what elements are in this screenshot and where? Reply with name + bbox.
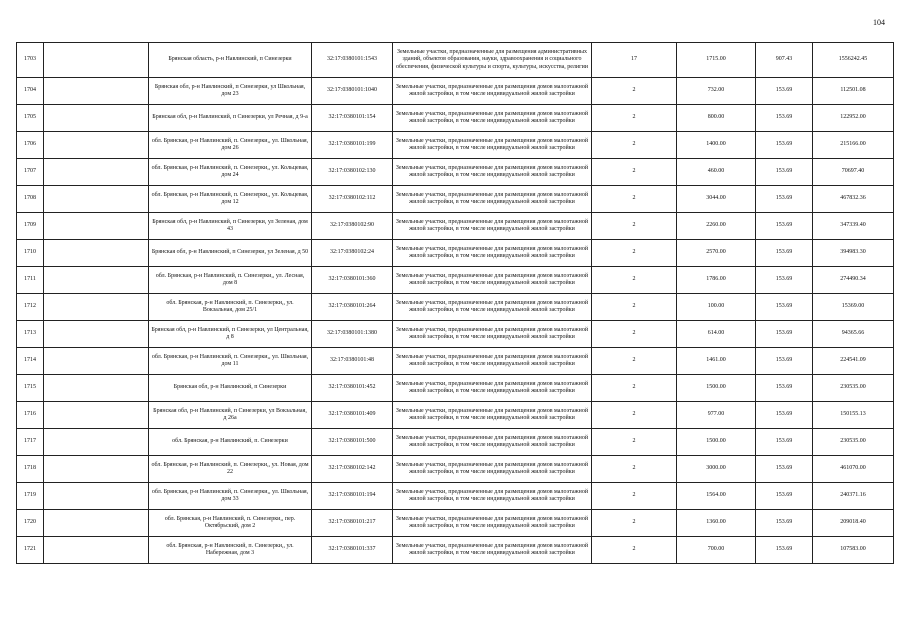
area-cell: 1400.00 [677,132,756,159]
category-cell: 2 [592,537,677,564]
category-cell: 2 [592,105,677,132]
cadastral-number-cell: 32:17:0380101:48 [312,348,393,375]
empty-cell [44,456,149,483]
category-cell: 17 [592,43,677,78]
cadastral-number-cell: 32:17:0380101:360 [312,267,393,294]
empty-cell [44,483,149,510]
page-number: 104 [873,18,885,27]
area-cell: 732.00 [677,78,756,105]
land-use-cell: Земельные участки, предназначенные для размещения домов малоэтажной жилой застройки, в том числе индивидуальной жилой застройки [393,348,592,375]
cadastral-value-cell: 1556242.45 [813,43,894,78]
cadastral-value-cell: 224541.09 [813,348,894,375]
empty-cell [44,402,149,429]
specific-value-cell: 153.69 [756,321,813,348]
address-cell: обл. Брянская, р-н Навлинский, п. Синезерки,, ул. Кольцевая, дом 12 [149,186,312,213]
row-number: 1719 [17,483,44,510]
cadastral-value-cell: 70697.40 [813,159,894,186]
cadastral-value-cell: 394983.30 [813,240,894,267]
row-number: 1716 [17,402,44,429]
empty-cell [44,321,149,348]
empty-cell [44,159,149,186]
area-cell: 2570.00 [677,240,756,267]
category-cell: 2 [592,78,677,105]
specific-value-cell: 153.69 [756,240,813,267]
table-row [17,213,894,240]
empty-cell [44,429,149,456]
cadastral-number-cell: 32:17:0380102:24 [312,240,393,267]
address-cell: Брянская обл, р-н Навлинский, п Синезерки, ул Школьная, дом 23 [149,78,312,105]
address-cell: обл. Брянская, р-н Навлинский, п. Синезерки,, ул. Новая, дом 22 [149,456,312,483]
area-cell: 1461.00 [677,348,756,375]
row-number: 1712 [17,294,44,321]
table-row [17,483,894,510]
cadastral-value-cell: 467832.36 [813,186,894,213]
address-cell: Брянская обл, р-н Навлинский, п Синезерки, ул Речная, д 9-а [149,105,312,132]
row-number: 1714 [17,348,44,375]
area-cell: 800.00 [677,105,756,132]
address-cell: обл. Брянская, р-н Навлинский, п. Синезерки [149,429,312,456]
table-row [17,159,894,186]
specific-value-cell: 907.43 [756,43,813,78]
empty-cell [44,186,149,213]
land-use-cell: Земельные участки, предназначенные для размещения домов малоэтажной жилой застройки, в том числе индивидуальной жилой застройки [393,105,592,132]
area-cell: 3000.00 [677,456,756,483]
cadastral-number-cell: 32:17:0380101:1040 [312,78,393,105]
area-cell: 100.00 [677,294,756,321]
cadastral-number-cell: 32:17:0380101:409 [312,402,393,429]
empty-cell [44,78,149,105]
category-cell: 2 [592,402,677,429]
specific-value-cell: 153.69 [756,159,813,186]
cadastral-value-cell: 215166.00 [813,132,894,159]
cadastral-value-cell: 107583.00 [813,537,894,564]
land-use-cell: Земельные участки, предназначенные для размещения домов малоэтажной жилой застройки, в том числе индивидуальной жилой застройки [393,429,592,456]
land-use-cell: Земельные участки, предназначенные для размещения домов малоэтажной жилой застройки, в том числе индивидуальной жилой застройки [393,267,592,294]
empty-cell [44,240,149,267]
specific-value-cell: 153.69 [756,348,813,375]
cadastral-value-cell: 122952.00 [813,105,894,132]
land-use-cell: Земельные участки, предназначенные для размещения домов малоэтажной жилой застройки, в том числе индивидуальной жилой застройки [393,402,592,429]
empty-cell [44,294,149,321]
category-cell: 2 [592,510,677,537]
cadastral-value-cell: 15369.00 [813,294,894,321]
cadastral-number-cell: 32:17:0380102:142 [312,456,393,483]
cadastral-number-cell: 32:17:0380101:500 [312,429,393,456]
empty-cell [44,105,149,132]
specific-value-cell: 153.69 [756,537,813,564]
area-cell: 1564.00 [677,483,756,510]
address-cell: обл. Брянская, р-н Навлинский, п. Синезерки,, ул. Лесная, дом 8 [149,267,312,294]
cadastral-number-cell: 32:17:0380102:90 [312,213,393,240]
address-cell: обл. Брянская, р-н Навлинский, п. Синезерки,, ул. Школьная, дом 11 [149,348,312,375]
empty-cell [44,267,149,294]
area-cell: 1715.00 [677,43,756,78]
specific-value-cell: 153.69 [756,132,813,159]
table-row [17,78,894,105]
empty-cell [44,537,149,564]
cadastral-value-cell: 274490.34 [813,267,894,294]
area-cell: 977.00 [677,402,756,429]
cadastral-value-cell: 230535.00 [813,375,894,402]
cadastral-number-cell: 32:17:0380101:217 [312,510,393,537]
area-cell: 700.00 [677,537,756,564]
specific-value-cell: 153.69 [756,510,813,537]
land-use-cell: Земельные участки, предназначенные для размещения домов малоэтажной жилой застройки, в том числе индивидуальной жилой застройки [393,294,592,321]
table-row [17,105,894,132]
row-number: 1703 [17,43,44,78]
specific-value-cell: 153.69 [756,375,813,402]
land-use-cell: Земельные участки, предназначенные для размещения домов малоэтажной жилой застройки, в том числе индивидуальной жилой застройки [393,240,592,267]
specific-value-cell: 153.69 [756,429,813,456]
area-cell: 614.00 [677,321,756,348]
area-cell: 460.00 [677,159,756,186]
specific-value-cell: 153.69 [756,483,813,510]
category-cell: 2 [592,294,677,321]
table-row [17,267,894,294]
empty-cell [44,348,149,375]
land-use-cell: Земельные участки, предназначенные для размещения домов малоэтажной жилой застройки, в том числе индивидуальной жилой застройки [393,510,592,537]
cadastral-value-table [16,42,894,564]
cadastral-number-cell: 32:17:0380101:264 [312,294,393,321]
row-number: 1713 [17,321,44,348]
table-row [17,348,894,375]
land-use-cell: Земельные участки, предназначенные для размещения домов малоэтажной жилой застройки, в том числе индивидуальной жилой застройки [393,321,592,348]
table-row [17,402,894,429]
table-body [17,43,894,564]
area-cell: 2260.00 [677,213,756,240]
table-row [17,375,894,402]
land-use-cell: Земельные участки, предназначенные для размещения домов малоэтажной жилой застройки, в том числе индивидуальной жилой застройки [393,78,592,105]
land-use-cell: Земельные участки, предназначенные для размещения административных зданий, объектов образования, науки, здравоохранения и социального обеспечения, физической культуры и спорта, культуры, искусства, религии [393,43,592,78]
cadastral-number-cell: 32:17:0380101:199 [312,132,393,159]
category-cell: 2 [592,429,677,456]
cadastral-value-cell: 150155.13 [813,402,894,429]
cadastral-number-cell: 32:17:0380101:194 [312,483,393,510]
address-cell: Брянская обл, р-н Навлинский, п Синезерки, ул Зеленая, д 50 [149,240,312,267]
cadastral-number-cell: 32:17:0380101:337 [312,537,393,564]
row-number: 1717 [17,429,44,456]
table-row [17,186,894,213]
row-number: 1721 [17,537,44,564]
address-cell: Брянская обл, р-н Навлинский, п Синезерки, ул Центральная, д 8 [149,321,312,348]
area-cell: 1786.00 [677,267,756,294]
cadastral-value-cell: 112501.08 [813,78,894,105]
row-number: 1708 [17,186,44,213]
row-number: 1705 [17,105,44,132]
address-cell: обл. Брянская, р-н Навлинский, п. Синезерки,, ул. Набережная, дом 3 [149,537,312,564]
area-cell: 1500.00 [677,375,756,402]
address-cell: Брянская обл, р-н Навлинский, п Синезерки [149,375,312,402]
category-cell: 2 [592,483,677,510]
specific-value-cell: 153.69 [756,78,813,105]
empty-cell [44,510,149,537]
cadastral-value-cell: 230535.00 [813,429,894,456]
row-number: 1715 [17,375,44,402]
cadastral-value-cell: 240371.16 [813,483,894,510]
empty-cell [44,43,149,78]
cadastral-value-cell: 209018.40 [813,510,894,537]
row-number: 1711 [17,267,44,294]
cadastral-number-cell: 32:17:0380102:130 [312,159,393,186]
category-cell: 2 [592,159,677,186]
specific-value-cell: 153.69 [756,267,813,294]
table-row [17,510,894,537]
cadastral-number-cell: 32:17:0380101:154 [312,105,393,132]
land-use-cell: Земельные участки, предназначенные для размещения домов малоэтажной жилой застройки, в том числе индивидуальной жилой застройки [393,537,592,564]
land-use-cell: Земельные участки, предназначенные для размещения домов малоэтажной жилой застройки, в том числе индивидуальной жилой застройки [393,375,592,402]
area-cell: 1500.00 [677,429,756,456]
cadastral-value-cell: 94365.66 [813,321,894,348]
category-cell: 2 [592,375,677,402]
address-cell: обл. Брянская, р-н Навлинский, п. Синезерки,, ул. Школьная, дом 33 [149,483,312,510]
table-row [17,429,894,456]
land-use-cell: Земельные участки, предназначенные для размещения домов малоэтажной жилой застройки, в том числе индивидуальной жилой застройки [393,456,592,483]
address-cell: обл. Брянская, р-н Навлинский, п. Синезерки,, ул. Кольцевая, дом 24 [149,159,312,186]
cadastral-number-cell: 32:17:0380102:112 [312,186,393,213]
table-row [17,321,894,348]
land-use-cell: Земельные участки, предназначенные для размещения домов малоэтажной жилой застройки, в том числе индивидуальной жилой застройки [393,186,592,213]
address-cell: Брянская обл, р-н Навлинский, п Синезерки, ул Зеленая, дом 43 [149,213,312,240]
category-cell: 2 [592,186,677,213]
cadastral-value-cell: 461070.00 [813,456,894,483]
row-number: 1720 [17,510,44,537]
address-cell: обл. Брянская, р-н Навлинский, п. Синезерки,, ул. Школьная, дом 26 [149,132,312,159]
row-number: 1706 [17,132,44,159]
specific-value-cell: 153.69 [756,456,813,483]
address-cell: обл. Брянская, р-н Навлинский, п. Синезерки,, пер. Октябрьский, дом 2 [149,510,312,537]
empty-cell [44,213,149,240]
empty-cell [44,132,149,159]
row-number: 1710 [17,240,44,267]
table-row [17,537,894,564]
empty-cell [44,375,149,402]
specific-value-cell: 153.69 [756,105,813,132]
table-row [17,43,894,78]
cadastral-number-cell: 32:17:0380101:1543 [312,43,393,78]
specific-value-cell: 153.69 [756,402,813,429]
land-use-cell: Земельные участки, предназначенные для размещения домов малоэтажной жилой застройки, в том числе индивидуальной жилой застройки [393,159,592,186]
row-number: 1718 [17,456,44,483]
specific-value-cell: 153.69 [756,213,813,240]
category-cell: 2 [592,132,677,159]
category-cell: 2 [592,456,677,483]
table-row [17,456,894,483]
cadastral-value-cell: 347339.40 [813,213,894,240]
table-row [17,294,894,321]
address-cell: обл. Брянская, р-н Навлинский, п. Синезерки,, ул. Вокзальная, дом 25/1 [149,294,312,321]
area-cell: 3044.00 [677,186,756,213]
specific-value-cell: 153.69 [756,186,813,213]
row-number: 1704 [17,78,44,105]
table-row [17,132,894,159]
land-use-cell: Земельные участки, предназначенные для размещения домов малоэтажной жилой застройки, в том числе индивидуальной жилой застройки [393,132,592,159]
category-cell: 2 [592,348,677,375]
category-cell: 2 [592,267,677,294]
cadastral-number-cell: 32:17:0380101:1380 [312,321,393,348]
row-number: 1709 [17,213,44,240]
table-row [17,240,894,267]
category-cell: 2 [592,240,677,267]
row-number: 1707 [17,159,44,186]
land-use-cell: Земельные участки, предназначенные для размещения домов малоэтажной жилой застройки, в том числе индивидуальной жилой застройки [393,483,592,510]
address-cell: Брянская обл, р-н Навлинский, п Синезерки, ул Вокзальная, д 26а [149,402,312,429]
address-cell: Брянская область, р-н Навлинский, п Синезерки [149,43,312,78]
category-cell: 2 [592,321,677,348]
specific-value-cell: 153.69 [756,294,813,321]
area-cell: 1360.00 [677,510,756,537]
land-use-cell: Земельные участки, предназначенные для размещения домов малоэтажной жилой застройки, в том числе индивидуальной жилой застройки [393,213,592,240]
cadastral-number-cell: 32:17:0380101:452 [312,375,393,402]
category-cell: 2 [592,213,677,240]
